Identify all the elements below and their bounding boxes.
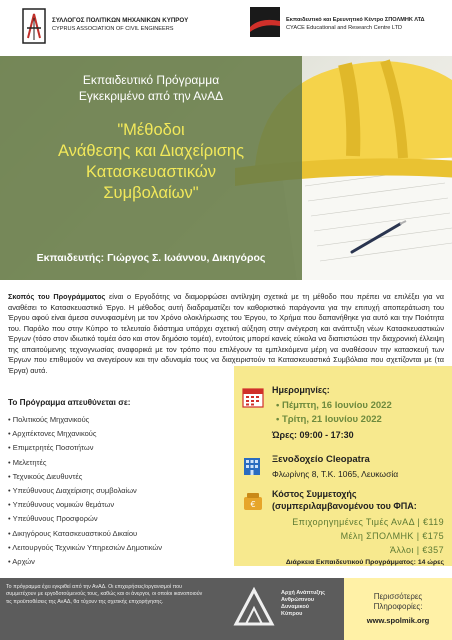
audience-title: Το Πρόγραμμα απευθύνεται σε: bbox=[8, 398, 131, 407]
svg-text:€: € bbox=[250, 500, 256, 509]
spolmik-name-en: CYACE Educational and Research Centre LTD bbox=[286, 25, 403, 31]
etek-name-gr: ΣΥΛΛΟΓΟΣ ΠΟΛΙΤΙΚΩΝ ΜΗΧΑΝΙΚΩΝ ΚΥΠΡΟΥ bbox=[52, 17, 189, 24]
calendar-icon bbox=[242, 386, 264, 408]
hero-banner bbox=[0, 56, 452, 280]
program-intro-line1: Εκπαιδευτικό Πρόγραμμα bbox=[82, 73, 220, 87]
program-duration: Διάρκεια Εκπαιδευτικού Προγράμματος: 14 ώρες bbox=[285, 559, 444, 566]
audience-item: • Επιμετρητές Ποσοτήτων bbox=[8, 441, 226, 455]
description-text: είναι ο Εργοδότης να διαμορφώσει αντίληψη σχετικά με τη μέθοδο που πρέπει να επιλέξει για να αναθέσει το Κατασκευαστικό Έργο. Η μέθοδος αυτή διαδραματίζει τον καθοριστικό παράγοντα για την επιτυχή αποπεράτωση του Έργου αφού είναι άμεσα συνυφασμένη με τον Χρόνο ολοκλήρωσης του Έργου, το Χρήμα που δαπανήθηκε για αυτό και την Ποιότητα του. Παρόλο που στην Κύπρο το τελευταίο διάστημα υπάρχει σχετική αύξηση στην ανέγερση και ανάπτυξη νέων Κατασκευαστικών Έργων (τόσο στον ιδιωτικό τομέα όσο και στον δημόσιο τομέα), εντούτοις μπορεί κανείς εύκολα να διαπιστώσει την διαχρονική έλλειψη της απαιτούμενης τεχνογνωσίας αναφορικά με τον τρόπο που επιλέγουν τα εμπλεκόμενα μέρη να αναθέσουν την κατασκευή των Έργων που επιθυμούν να ανεγείρουν και την αδυναμία τους να διαχειριστούν τα Κατασκευαστικά Συμβόλαια που σχετίζονται με (τα Έργα) αυτά. bbox=[8, 292, 444, 375]
anad-line1: Αρχή Ανάπτυξης bbox=[281, 590, 325, 596]
program-title-line1: "Μέθοδοι bbox=[117, 121, 185, 139]
cost-title-line1: Κόστος Συμμετοχής bbox=[272, 489, 357, 499]
money-bag-icon bbox=[242, 490, 264, 512]
price-others: Άλλοι | €357 bbox=[389, 545, 444, 555]
audience-item: • Μελετητές bbox=[8, 456, 226, 470]
dates-title: Ημερομηνίες: bbox=[272, 385, 330, 395]
header bbox=[0, 0, 452, 56]
building-icon bbox=[242, 456, 262, 476]
etek-logo-icon bbox=[22, 8, 46, 44]
audience-item: • Υπεύθυνους νομικών θεμάτων bbox=[8, 498, 226, 512]
anad-line3: Δυναμικού bbox=[281, 604, 309, 610]
audience-item: • Τεχνικούς Διευθυντές bbox=[8, 470, 226, 484]
audience-item: • Υπεύθυνους Προσφορών bbox=[8, 512, 226, 526]
more-info-title bbox=[344, 592, 452, 612]
date-second: • Τρίτη, 21 Ιουνίου 2022 bbox=[276, 414, 382, 425]
trainer: Εκπαιδευτής: Γιώργος Σ. Ιωάννου, Δικηγόρος bbox=[36, 252, 266, 264]
price-members: Μέλη ΣΠΟΛΜΗΚ | €175 bbox=[340, 531, 444, 541]
audience-list bbox=[8, 413, 226, 569]
cost-title bbox=[272, 489, 450, 512]
venue-address: Φλωρίνης 8, Τ.Κ. 1065, Λευκωσία bbox=[272, 469, 399, 479]
etek-name-en: CYPRUS ASSOCIATION OF CIVIL ENGINEERS bbox=[52, 26, 174, 32]
website-link[interactable]: www.spolmik.org bbox=[366, 616, 430, 625]
audience-item: • Αρχιτέκτονες Μηχανικούς bbox=[8, 427, 226, 441]
program-intro-line2: Εγκεκριμένο από την ΑνΑΔ bbox=[78, 89, 224, 103]
anad-logo-icon bbox=[232, 584, 280, 628]
program-title-line3: Κατασκευαστικών bbox=[85, 163, 217, 181]
spolmik-name-gr: Εκπαιδευτικό και Ερευνητικό Κέντρο ΣΠΟΛΜΗΚ ΛΤΔ bbox=[286, 17, 425, 23]
venue-name: Ξενοδοχείο Cleopatra bbox=[272, 454, 370, 465]
footer-note: Το πρόγραμμα έχει εγκριθεί από την ΑνΑΔ. Οι επιχειρήσεις/οργανισμοί που συμμετέχουν με εργοδοτούμενούς τους, καθώς και οι άνεργοι, οι οποίοι ικανοποιούν τις προϋποθέσεις της ΑνΑΔ, θα τύχουν της σχετικής επιχορήγησης. bbox=[6, 584, 203, 605]
description-lead: Σκοπός του Προγράμματος bbox=[8, 292, 106, 301]
program-title-line2: Ανάθεσης και Διαχείρισης bbox=[57, 142, 245, 160]
program-title bbox=[0, 120, 302, 204]
program-intro bbox=[0, 72, 302, 104]
anad-line4: Κύπρου bbox=[281, 611, 303, 617]
audience-item: • Υπεύθυνους Διαχείρισης συμβολαίων bbox=[8, 484, 226, 498]
audience-item-continued: • Αρχών bbox=[8, 555, 226, 569]
spolmik-logo-icon bbox=[250, 7, 280, 37]
etek-name bbox=[52, 17, 188, 33]
anad-line2: Ανθρώπινου bbox=[281, 597, 315, 603]
hours: Ώρες: 09:00 - 17:30 bbox=[272, 430, 354, 440]
info-panel bbox=[234, 366, 452, 566]
date-second-text: Τρίτη, 21 Ιουνίου 2022 bbox=[281, 414, 382, 425]
spolmik-name bbox=[286, 16, 425, 32]
audience-item: • Λειτουργούς Τεχνικών Υπηρεσιών Δημοτικών bbox=[8, 541, 226, 555]
audience-item: • Πολιτικούς Μηχανικούς bbox=[8, 413, 226, 427]
cost-title-line2: (συμπεριλαμβανομένου του ΦΠΑ: bbox=[272, 500, 417, 511]
program-description bbox=[8, 292, 444, 376]
date-first: • Πέμπτη, 16 Ιουνίου 2022 bbox=[276, 400, 392, 411]
price-anad: Επιχορηγημένες Τιμές ΑνΑΔ | €119 bbox=[292, 517, 444, 527]
more-info-box bbox=[344, 578, 452, 640]
date-first-text: Πέμπτη, 16 Ιουνίου 2022 bbox=[281, 400, 392, 411]
audience-item: • Δικηγόρους Κατασκευαστικού Δικαίου bbox=[8, 527, 226, 541]
more-info-line2: Πληροφορίες: bbox=[373, 602, 423, 611]
anad-name bbox=[281, 590, 325, 618]
more-info-line1: Περισσότερες bbox=[373, 592, 423, 601]
program-title-line4: Συμβολαίων" bbox=[103, 184, 199, 202]
